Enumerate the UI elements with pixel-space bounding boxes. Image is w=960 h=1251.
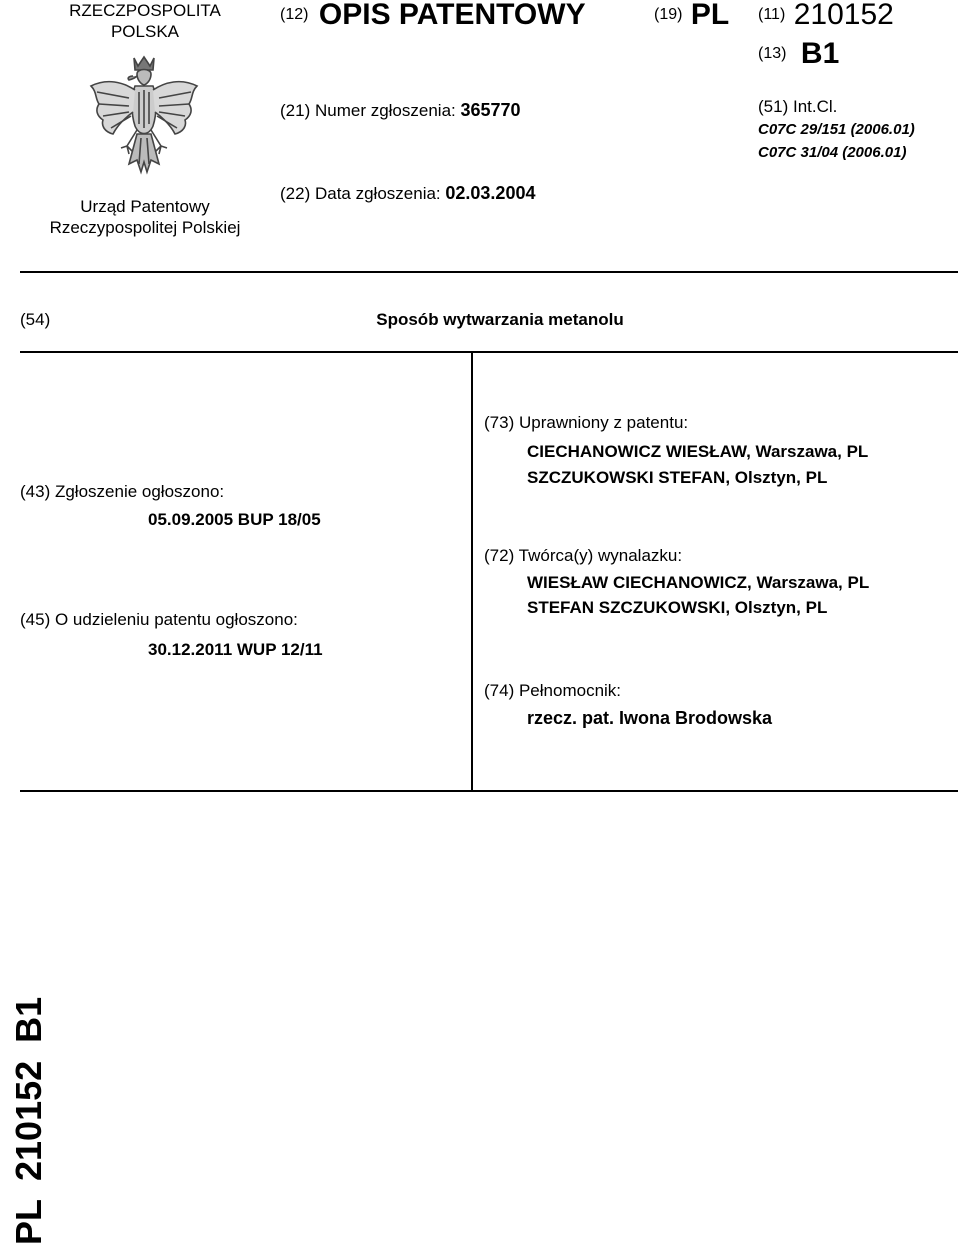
code-12: (12) — [280, 6, 309, 23]
grant-notice — [20, 610, 298, 630]
office-line-2: Rzeczypospolitej Polskiej — [49, 218, 241, 237]
proprietor-heading — [484, 413, 688, 433]
publication-notice — [20, 482, 224, 502]
patent-number-value: 210152 — [793, 0, 894, 31]
side-label-country: PL — [8, 1198, 49, 1245]
code-11: (11) — [758, 6, 786, 23]
attorney-label: Pełnomocnik: — [518, 681, 622, 700]
country-line-2: POLSKA — [110, 22, 180, 41]
publication-label: Zgłoszenie ogłoszono: — [54, 482, 225, 501]
publication-value: 05.09.2005 BUP 18/05 — [148, 510, 321, 529]
code-73: (73) — [484, 413, 515, 432]
code-54: (54) — [20, 310, 51, 329]
code-45: (45) — [20, 610, 51, 629]
side-label-number: 210152 — [8, 1060, 49, 1181]
office-line-1: Urząd Patentowy — [80, 197, 210, 216]
kind-code — [758, 38, 839, 70]
side-label-kind: B1 — [8, 996, 49, 1043]
code-74: (74) — [484, 681, 515, 700]
country-line-1: RZECZPOSPOLITA — [69, 1, 221, 20]
body-divider — [20, 790, 958, 792]
int-cl-1: C07C 29/151 (2006.01) — [758, 121, 915, 138]
filing-date-label: Data zgłoszenia: — [314, 184, 441, 203]
document-type — [280, 0, 586, 30]
int-classification — [758, 95, 915, 164]
code-22: (22) — [280, 184, 311, 203]
inventor-label: Twórca(y) wynalazku: — [518, 546, 683, 565]
invention-title: Sposób wytwarzania metanolu — [376, 310, 624, 329]
attorney-name: rzecz. pat. Iwona Brodowska — [527, 708, 773, 728]
side-label — [8, 979, 50, 1245]
int-cl-label: Int.Cl. — [792, 97, 838, 116]
proprietor-2: SZCZUKOWSKI STEFAN, Olsztyn, PL — [527, 468, 828, 487]
proprietor-1: CIECHANOWICZ WIESŁAW, Warszawa, PL — [527, 442, 869, 461]
application-number — [280, 100, 521, 121]
header-divider — [20, 271, 958, 273]
inventor-2: STEFAN SZCZUKOWSKI, Olsztyn, PL — [527, 598, 828, 617]
polish-eagle-emblem-icon — [85, 52, 203, 180]
code-19: (19) — [654, 6, 683, 23]
filing-date — [280, 183, 535, 204]
grant-label: O udzieleniu patentu ogłoszono: — [54, 610, 298, 629]
title-divider — [20, 351, 958, 353]
inventor-heading — [484, 546, 682, 566]
filing-date-value: 02.03.2004 — [445, 183, 536, 203]
proprietor-label: Uprawniony z patentu: — [518, 413, 689, 432]
code-72: (72) — [484, 546, 515, 565]
patent-number — [758, 0, 894, 30]
column-divider — [471, 351, 473, 792]
attorney-heading — [484, 681, 621, 701]
document-type-title: OPIS PATENTOWY — [318, 0, 586, 31]
code-43: (43) — [20, 482, 51, 501]
application-number-value: 365770 — [460, 100, 521, 120]
kind-code-value: B1 — [800, 37, 840, 70]
code-13: (13) — [758, 45, 787, 62]
country-code — [654, 0, 729, 30]
country-name — [40, 0, 250, 42]
grant-value: 30.12.2011 WUP 12/11 — [148, 640, 323, 659]
inventor-1: WIESŁAW CIECHANOWICZ, Warszawa, PL — [527, 573, 870, 592]
country-code-value: PL — [690, 0, 730, 31]
code-21: (21) — [280, 101, 311, 120]
application-number-label: Numer zgłoszenia: — [314, 101, 456, 120]
code-51: (51) — [758, 97, 789, 116]
office-name — [40, 196, 250, 238]
int-cl-2: C07C 31/04 (2006.01) — [758, 144, 907, 161]
